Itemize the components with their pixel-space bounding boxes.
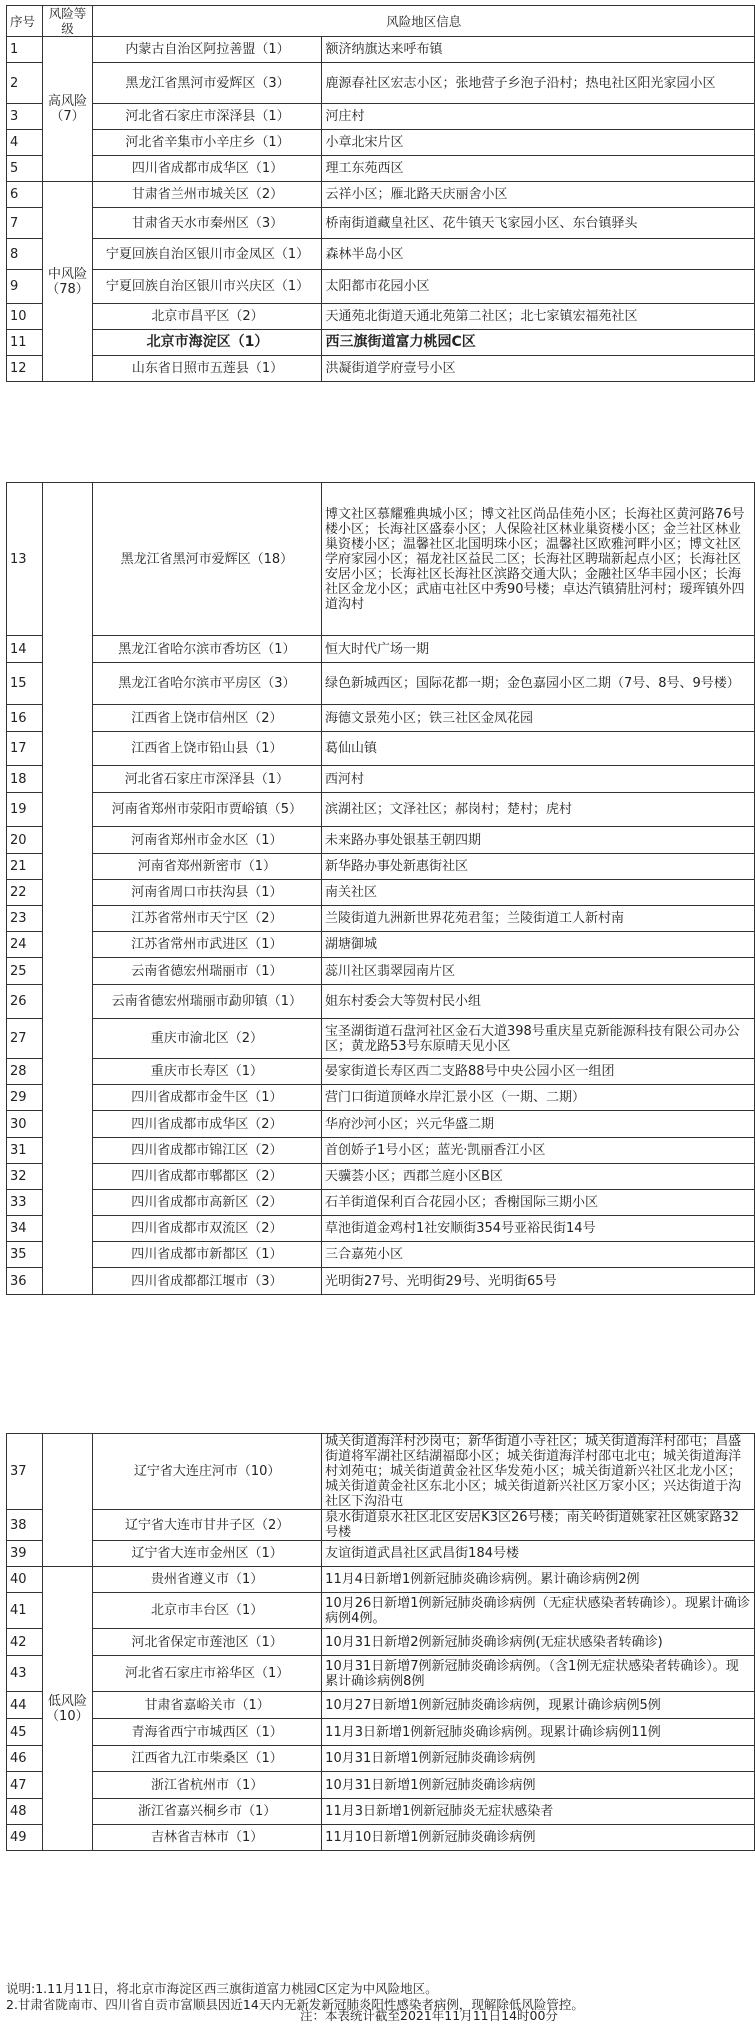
row-number: 48 — [7, 1799, 43, 1825]
table-row — [7, 37, 755, 63]
row-number: 13 — [7, 483, 43, 636]
risk-level-cell: 高风险（7） — [42, 37, 93, 182]
row-number: 10 — [7, 304, 43, 330]
row-number: 2 — [7, 63, 43, 104]
info-cell: 宝圣湖街道石盘河社区金石大道398号重庆星克新能源科技有限公司办公区；黄龙路53号东原晴天见小区 — [321, 1019, 754, 1059]
region-cell: 北京市海淀区（1） — [93, 330, 322, 356]
table-row — [7, 985, 755, 1019]
table-row — [7, 732, 755, 766]
row-number: 22 — [7, 880, 43, 906]
region-cell: 北京市昌平区（2） — [93, 304, 322, 330]
risk-level-cell — [42, 1434, 93, 1567]
header-level: 风险等级 — [42, 6, 93, 37]
region-cell: 内蒙古自治区阿拉善盟（1） — [93, 37, 322, 63]
table-row — [7, 156, 755, 182]
row-number: 35 — [7, 1242, 43, 1268]
info-cell: 天骥荟小区；西郡兰庭小区B区 — [321, 1164, 754, 1190]
info-cell: 城关街道海洋村沙岗屯；新华街道小寺社区；城关街道海洋村邵屯；昌盛街道将军湖社区结湖福邸小区；城关街道海洋村邵屯北屯；城关街道海洋村刘苑屯；城关街道黄金社区华发苑小区；城关街道新兴社区北龙小区；城关街道黄金社区东北小区；城关街道新兴社区万家小区；兴达街道于沟社区下沟沿屯 — [322, 1434, 755, 1510]
table-row — [7, 182, 755, 208]
region-cell: 浙江省杭州市（1） — [93, 1772, 322, 1799]
region-cell: 宁夏回族自治区银川市兴庆区（1） — [93, 270, 322, 304]
row-number: 44 — [7, 1692, 43, 1719]
info-cell: 海德文景苑小区；铁三社区金凤花园 — [321, 705, 754, 732]
row-number: 24 — [7, 932, 43, 958]
region-cell: 河南省郑州市荥阳市贾峪镇（5） — [92, 793, 321, 827]
table-row — [7, 1541, 755, 1567]
region-cell: 贵州省遵义市（1） — [93, 1567, 322, 1593]
region-cell: 黑龙江省黑河市爱辉区（18） — [92, 483, 321, 636]
table-row — [7, 104, 755, 130]
region-cell: 四川省成都市锦江区（2） — [92, 1138, 321, 1164]
region-cell: 河北省石家庄市深泽县（1） — [92, 766, 321, 793]
info-cell: 10月31日新增7例新冠肺炎确诊病例。（含1例无症状感染者转确诊）。现累计确诊病例8例 — [322, 1656, 755, 1692]
region-cell: 宁夏回族自治区银川市金凤区（1） — [93, 239, 322, 270]
region-cell: 河南省周口市扶沟县（1） — [92, 880, 321, 906]
info-cell: 石羊街道保利百合花园小区；香榭国际三期小区 — [321, 1190, 754, 1216]
table-row — [7, 663, 755, 705]
region-cell: 甘肃省嘉峪关市（1） — [93, 1692, 322, 1719]
region-cell: 四川省成都都江堰市（3） — [92, 1268, 321, 1295]
region-cell: 四川省成都市金牛区（1） — [92, 1085, 321, 1111]
table-row — [7, 1799, 755, 1825]
header-info: 风险地区信息 — [93, 6, 755, 37]
info-cell: 草池街道金鸡村1社安顺街354号亚裕民街14号 — [321, 1216, 754, 1242]
row-number: 7 — [7, 208, 43, 239]
info-cell: 葛仙山镇 — [321, 732, 754, 766]
row-number: 36 — [7, 1268, 43, 1295]
region-cell: 黑龙江省哈尔滨市平房区（3） — [92, 663, 321, 705]
info-cell: 姐东村委会大等贺村民小组 — [321, 985, 754, 1019]
row-number: 49 — [7, 1825, 43, 1851]
region-cell: 重庆市长寿区（1） — [92, 1059, 321, 1085]
row-number: 32 — [7, 1164, 43, 1190]
region-cell: 河北省石家庄市深泽县（1） — [93, 104, 322, 130]
row-number: 6 — [7, 182, 43, 208]
info-cell: 兰陵街道九洲新世界花苑君玺；兰陵街道工人新村南 — [321, 906, 754, 932]
info-cell: 桥南街道藏皇社区、花牛镇天飞家园小区、东台镇驿头 — [322, 208, 755, 239]
footnote: 注：本表统计截至2021年11月11日14时00分 — [300, 2008, 558, 2023]
risk-table-part1 — [6, 5, 755, 382]
risk-table-part3 — [6, 1433, 755, 1851]
row-number: 21 — [7, 854, 43, 880]
info-cell: 10月26日新增1例新冠肺炎确诊病例（无症状感染者转确诊）。现累计确诊病例4例。 — [322, 1593, 755, 1629]
table-row — [7, 1510, 755, 1541]
region-cell: 四川省成都市新都区（1） — [92, 1242, 321, 1268]
row-number: 4 — [7, 130, 43, 156]
info-cell: 11月3日新增1例新冠肺炎无症状感染者 — [322, 1799, 755, 1825]
table-row — [7, 1019, 755, 1059]
region-cell: 云南省德宏州瑞丽市（1） — [92, 958, 321, 985]
info-cell: 博文社区慕耀雅典城小区；博文社区尚品佳苑小区；长海社区黄河路76号楼小区；长海社区盛泰小区；人保险社区林业巢资楼小区；金兰社区林业巢资楼小区；温馨社区北国明珠小区；温馨社区欧雅河畔小区；博文社区学府家园小区；福龙社区益民二区；长海社区聘瑞新起点小区；长海社区安居小区；长海社区长海社区滨路交通大队；金融社区华丰园小区；长海社区金龙小区；武庙屯社区中秀90号楼；卓达汽镇猜肚河村；瑷珲镇外四道沟村 — [321, 483, 754, 636]
row-number: 45 — [7, 1719, 43, 1746]
table-row — [7, 1772, 755, 1799]
table-row — [7, 1190, 755, 1216]
row-number: 17 — [7, 732, 43, 766]
info-cell: 蕊川社区翡翠园南片区 — [321, 958, 754, 985]
table-header-row — [7, 6, 755, 37]
row-number: 1 — [7, 37, 43, 63]
region-cell: 河北省保定市莲池区（1） — [93, 1629, 322, 1656]
region-cell: 河南省郑州市金水区（1） — [92, 827, 321, 854]
row-number: 23 — [7, 906, 43, 932]
table-row — [7, 1059, 755, 1085]
table-row — [7, 705, 755, 732]
table-row — [7, 330, 755, 356]
row-number: 25 — [7, 958, 43, 985]
table-row — [7, 766, 755, 793]
table-row — [7, 1216, 755, 1242]
info-cell: 10月31日新增2例新冠肺炎确诊病例(无症状感染者转确诊) — [322, 1629, 755, 1656]
table-row — [7, 932, 755, 958]
table-row — [7, 1825, 755, 1851]
region-cell: 黑龙江省黑河市爱辉区（3） — [93, 63, 322, 104]
info-cell: 友谊街道武昌社区武昌街184号楼 — [322, 1541, 755, 1567]
info-cell: 光明街27号、光明街29号、光明街65号 — [321, 1268, 754, 1295]
region-cell: 浙江省嘉兴桐乡市（1） — [93, 1799, 322, 1825]
region-cell: 江西省上饶市信州区（2） — [92, 705, 321, 732]
region-cell: 山东省日照市五莲县（1） — [93, 356, 322, 382]
region-cell: 青海省西宁市城西区（1） — [93, 1719, 322, 1746]
info-cell: 云祥小区；雁北路天庆丽舍小区 — [322, 182, 755, 208]
region-cell: 河南省郑州新密市（1） — [92, 854, 321, 880]
row-number: 18 — [7, 766, 43, 793]
row-number: 15 — [7, 663, 43, 705]
row-number: 42 — [7, 1629, 43, 1656]
info-cell: 三合嘉苑小区 — [321, 1242, 754, 1268]
row-number: 11 — [7, 330, 43, 356]
table-row — [7, 1085, 755, 1111]
table-row — [7, 906, 755, 932]
row-number: 38 — [7, 1510, 43, 1541]
table-row — [7, 1629, 755, 1656]
risk-level-cell: 中风险（78） — [42, 182, 93, 382]
table-row — [7, 239, 755, 270]
row-number: 27 — [7, 1019, 43, 1059]
region-cell: 四川省成都市成华区（2） — [92, 1111, 321, 1138]
region-cell: 四川省成都市双流区（2） — [92, 1216, 321, 1242]
table-row — [7, 1656, 755, 1692]
note-1: 说明:1.11月11日，将北京市海淀区西三旗街道富力桃园C区定为中风险地区。 — [6, 1981, 438, 1996]
region-cell: 四川省成都市郫都区（2） — [92, 1164, 321, 1190]
region-cell: 辽宁省大连庄河市（10） — [93, 1434, 322, 1510]
table-row — [7, 304, 755, 330]
info-cell: 晏家街道长寿区西二支路88号中央公园小区一组团 — [321, 1059, 754, 1085]
region-cell: 吉林省吉林市（1） — [93, 1825, 322, 1851]
info-cell: 河庄村 — [322, 104, 755, 130]
region-cell: 四川省成都市成华区（1） — [93, 156, 322, 182]
row-number: 39 — [7, 1541, 43, 1567]
table-row — [7, 827, 755, 854]
info-cell: 绿色新城西区；国际花都一期；金色嘉园小区二期（7号、8号、9号楼） — [321, 663, 754, 705]
table-row — [7, 1746, 755, 1772]
table-row — [7, 1268, 755, 1295]
table-row — [7, 356, 755, 382]
row-number: 46 — [7, 1746, 43, 1772]
info-cell: 10月31日新增1例新冠肺炎确诊病例 — [322, 1746, 755, 1772]
table-row — [7, 880, 755, 906]
info-cell: 泉水街道泉水社区北区安居K3区26号楼；南关岭街道姚家社区姚家路32号楼 — [322, 1510, 755, 1541]
info-cell: 额济纳旗达来呼布镇 — [322, 37, 755, 63]
table-row — [7, 208, 755, 239]
info-cell: 森林半岛小区 — [322, 239, 755, 270]
region-cell: 河北省辛集市小辛庄乡（1） — [93, 130, 322, 156]
info-cell: 未来路办事处银基王朝四期 — [321, 827, 754, 854]
row-number: 28 — [7, 1059, 43, 1085]
info-cell: 鹿源春社区宏志小区；张地营子乡泡子沿村；热电社区阳光家园小区 — [322, 63, 755, 104]
risk-level-cell: 低风险（10） — [42, 1567, 93, 1851]
table-row — [7, 636, 755, 663]
row-number: 3 — [7, 104, 43, 130]
info-cell: 11月4日新增1例新冠肺炎确诊病例。累计确诊病例2例 — [322, 1567, 755, 1593]
row-number: 37 — [7, 1434, 43, 1510]
row-number: 8 — [7, 239, 43, 270]
row-number: 9 — [7, 270, 43, 304]
row-number: 20 — [7, 827, 43, 854]
info-cell: 理工东苑西区 — [322, 156, 755, 182]
table-row — [7, 1242, 755, 1268]
region-cell: 江西省九江市柴桑区（1） — [93, 1746, 322, 1772]
row-number: 30 — [7, 1111, 43, 1138]
table-row — [7, 270, 755, 304]
row-number: 34 — [7, 1216, 43, 1242]
info-cell: 11月10日新增1例新冠肺炎确诊病例 — [322, 1825, 755, 1851]
row-number: 12 — [7, 356, 43, 382]
info-cell: 洪凝街道学府壹号小区 — [322, 356, 755, 382]
row-number: 47 — [7, 1772, 43, 1799]
region-cell: 北京市丰台区（1） — [93, 1593, 322, 1629]
info-cell: 华府沙河小区；兴元华盛二期 — [321, 1111, 754, 1138]
header-no: 序号 — [7, 6, 43, 37]
row-number: 31 — [7, 1138, 43, 1164]
info-cell: 滨湖社区；文泽社区；郝岗村；楚村；虎村 — [321, 793, 754, 827]
region-cell: 辽宁省大连市金州区（1） — [93, 1541, 322, 1567]
info-cell: 首创娇子1号小区；蓝光·凯丽香江小区 — [321, 1138, 754, 1164]
region-cell: 云南省德宏州瑞丽市勐卯镇（1） — [92, 985, 321, 1019]
table-row — [7, 958, 755, 985]
table-row — [7, 1593, 755, 1629]
row-number: 29 — [7, 1085, 43, 1111]
region-cell: 辽宁省大连市甘井子区（2） — [93, 1510, 322, 1541]
info-cell: 新华路办事处新惠街社区 — [321, 854, 754, 880]
row-number: 5 — [7, 156, 43, 182]
risk-table-part2 — [6, 482, 755, 1295]
row-number: 33 — [7, 1190, 43, 1216]
table-row — [7, 1138, 755, 1164]
risk-level-cell — [42, 483, 92, 1295]
info-cell: 10月27日新增1例新冠肺炎确诊病例，现累计确诊病例5例 — [322, 1692, 755, 1719]
table-row — [7, 483, 755, 636]
table-row — [7, 1434, 755, 1510]
table-row — [7, 130, 755, 156]
row-number: 40 — [7, 1567, 43, 1593]
row-number: 43 — [7, 1656, 43, 1692]
table-row — [7, 793, 755, 827]
info-cell: 10月31日新增1例新冠肺炎确诊病例 — [322, 1772, 755, 1799]
table-row — [7, 1692, 755, 1719]
info-cell: 小章北宋片区 — [322, 130, 755, 156]
note-2: 2.甘肃省陇南市、四川省自贡市富顺县因近14天内无新发新冠肺炎阳性感染者病例，现解除低风险管控。 — [6, 1997, 584, 2012]
table-row — [7, 1111, 755, 1138]
info-cell: 太阳都市花园小区 — [322, 270, 755, 304]
region-cell: 四川省成都市高新区（2） — [92, 1190, 321, 1216]
region-cell: 江苏省常州市天宁区（2） — [92, 906, 321, 932]
row-number: 41 — [7, 1593, 43, 1629]
region-cell: 黑龙江省哈尔滨市香坊区（1） — [92, 636, 321, 663]
info-cell: 天通苑北街道天通北苑第二社区；北七家镇宏福苑社区 — [322, 304, 755, 330]
row-number: 16 — [7, 705, 43, 732]
region-cell: 甘肃省兰州市城关区（2） — [93, 182, 322, 208]
region-cell: 重庆市渝北区（2） — [92, 1019, 321, 1059]
table-row — [7, 854, 755, 880]
info-cell: 南关社区 — [321, 880, 754, 906]
table-row — [7, 1164, 755, 1190]
table-row — [7, 1567, 755, 1593]
table-row — [7, 1719, 755, 1746]
row-number: 14 — [7, 636, 43, 663]
region-cell: 甘肃省天水市秦州区（3） — [93, 208, 322, 239]
info-cell: 11月3日新增1例新冠肺炎确诊病例。现累计确诊病例11例 — [322, 1719, 755, 1746]
region-cell: 江西省上饶市铅山县（1） — [92, 732, 321, 766]
info-cell: 湖塘御城 — [321, 932, 754, 958]
region-cell: 江苏省常州市武进区（1） — [92, 932, 321, 958]
region-cell: 河北省石家庄市裕华区（1） — [93, 1656, 322, 1692]
info-cell: 恒大时代广场一期 — [321, 636, 754, 663]
info-cell: 西河村 — [321, 766, 754, 793]
info-cell: 营门口街道顶峰水岸汇景小区（一期、二期） — [321, 1085, 754, 1111]
table-row — [7, 63, 755, 104]
row-number: 26 — [7, 985, 43, 1019]
row-number: 19 — [7, 793, 43, 827]
info-cell: 西三旗街道富力桃园C区 — [322, 330, 755, 356]
